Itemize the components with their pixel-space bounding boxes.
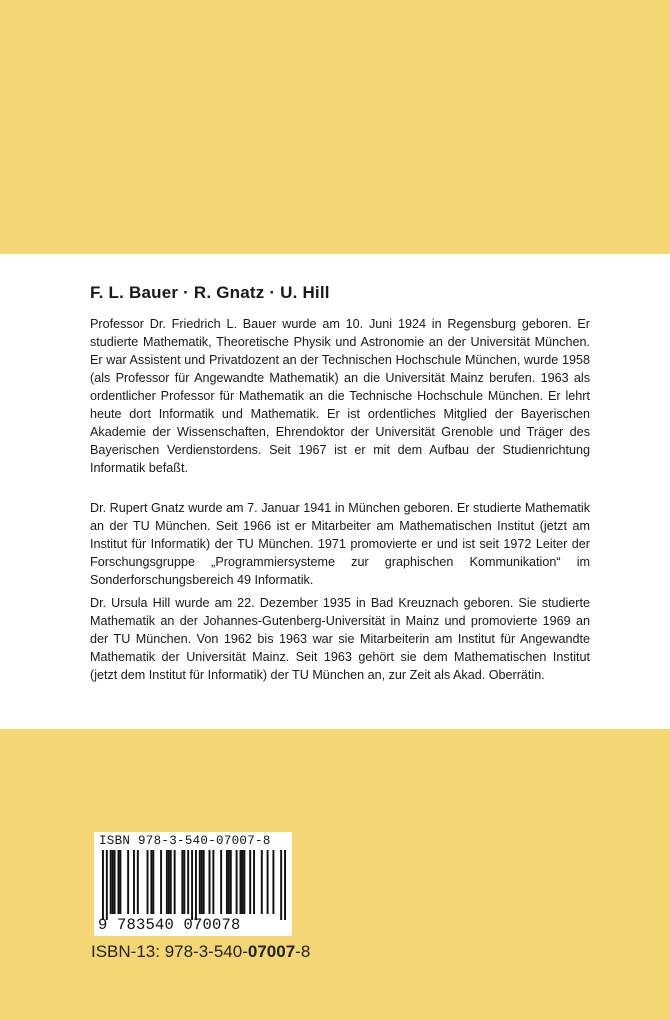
barcode-bar [150, 850, 152, 914]
barcode-bar [226, 850, 228, 914]
barcode-bar [195, 850, 197, 920]
barcode-bar [230, 850, 232, 914]
cover-top-band [0, 0, 670, 254]
barcode-bar [191, 850, 193, 920]
isbn13-prefix: ISBN-13: 978-3-540- [91, 942, 248, 961]
barcode-bar [272, 850, 274, 914]
barcode-bar [203, 850, 205, 914]
barcode-bar [166, 850, 168, 914]
barcode-bar [168, 850, 170, 914]
barcode-bar [119, 850, 121, 914]
barcode-bar [199, 850, 201, 914]
barcode-bar [187, 850, 189, 914]
barcode-bar [220, 850, 222, 914]
barcode-bar [243, 850, 245, 914]
barcode-bar [160, 850, 162, 914]
barcode-bar [170, 850, 172, 914]
barcode-bar [284, 850, 286, 920]
barcode-bar [114, 850, 116, 914]
barcode-bar [240, 850, 242, 914]
barcode-bar [236, 850, 238, 914]
barcode-bar [112, 850, 114, 914]
barcode-bar [137, 850, 139, 914]
barcode-bar [110, 850, 112, 914]
barcode-label [94, 832, 292, 936]
barcode-bar [117, 850, 119, 914]
barcode-bar [106, 850, 108, 920]
barcode-bar [152, 850, 154, 914]
barcode-bar [267, 850, 269, 914]
isbn13-line [91, 942, 310, 962]
barcode-isbn-text: ISBN 978-3-540-07007-8 [99, 834, 271, 848]
barcode-bar [174, 850, 176, 914]
bio-bauer: Professor Dr. Friedrich L. Bauer wurde am 10. Juni 1924 in Regensburg geboren. Er studierte Mathematik, Theoretische Physik und Astronomie an der Universität München. Er war Assistent und Privatdozent an der Technischen Hochschule München, wurde 1958 (als Professor für Angewandte Mathematik) an die Universität Mainz berufen. 1963 als ordentlicher Professor für Mathematik an die Technische Hochschule München. Er lehrt heute dort Informatik und Mathematik. Er ist ordentliches Mitglied der Bayerischen Akademie der Wissenschaften, Ehrendoktor der Universität Grenoble und Träger des Bayerischen Verdienstordens. Seit 1967 ist er mit dem Aufbau der Studienrichtung Informatik befaßt. [90, 317, 590, 475]
barcode-bar [241, 850, 243, 914]
barcode-bar [102, 850, 104, 920]
isbn13-bold: 07007 [247, 942, 296, 961]
bio-hill: Dr. Ursula Hill wurde am 22. Dezember 1935 in Bad Kreuznach geboren. Sie studierte Mathematik an der Johannes-Gutenberg-Universität in Mainz und promovierte 1969 an der TU München. Von 1962 bis 1963 war sie Mitarbeiterin am Institut für Angewandte Mathematik der Universität Mainz. Seit 1963 gehört sie dem Mathematischen Institut (jetzt dem Institut für Informatik) der TU München an, zur Zeit als Akad. Oberrätin. [90, 596, 590, 682]
barcode-bar [253, 850, 255, 914]
barcode-bar [212, 850, 214, 914]
barcode-bars [102, 850, 286, 920]
barcode-bar [261, 850, 263, 914]
barcode-bar [133, 850, 135, 914]
bio-gnatz: Dr. Rupert Gnatz wurde am 7. Januar 1941 in München geboren. Er studierte Mathematik an der TU München. Seit 1966 ist er Mitarbeiter am Mathematischen Institut (jetzt am Institut für Informatik) der TU München. 1971 promovierte er und ist seit 1972 Leiter der Forschungsgruppe „Programmiersysteme zur graphischen Kommunikation“ im Sonderforschungsbereich 49 Informatik. [90, 501, 590, 587]
barcode-bar [249, 850, 251, 914]
barcode-bar [228, 850, 230, 914]
barcode-bar [127, 850, 129, 914]
barcode-digits: 9 783540 070078 [98, 916, 241, 934]
barcode-bar [201, 850, 203, 914]
barcode-bar [183, 850, 185, 914]
barcode-bar [147, 850, 149, 914]
barcode-bar [280, 850, 282, 920]
barcode-bar [209, 850, 211, 914]
authors-heading: F. L. Bauer · R. Gnatz · U. Hill [90, 283, 330, 302]
barcode-bar [181, 850, 183, 914]
isbn13-suffix: -8 [295, 942, 311, 961]
